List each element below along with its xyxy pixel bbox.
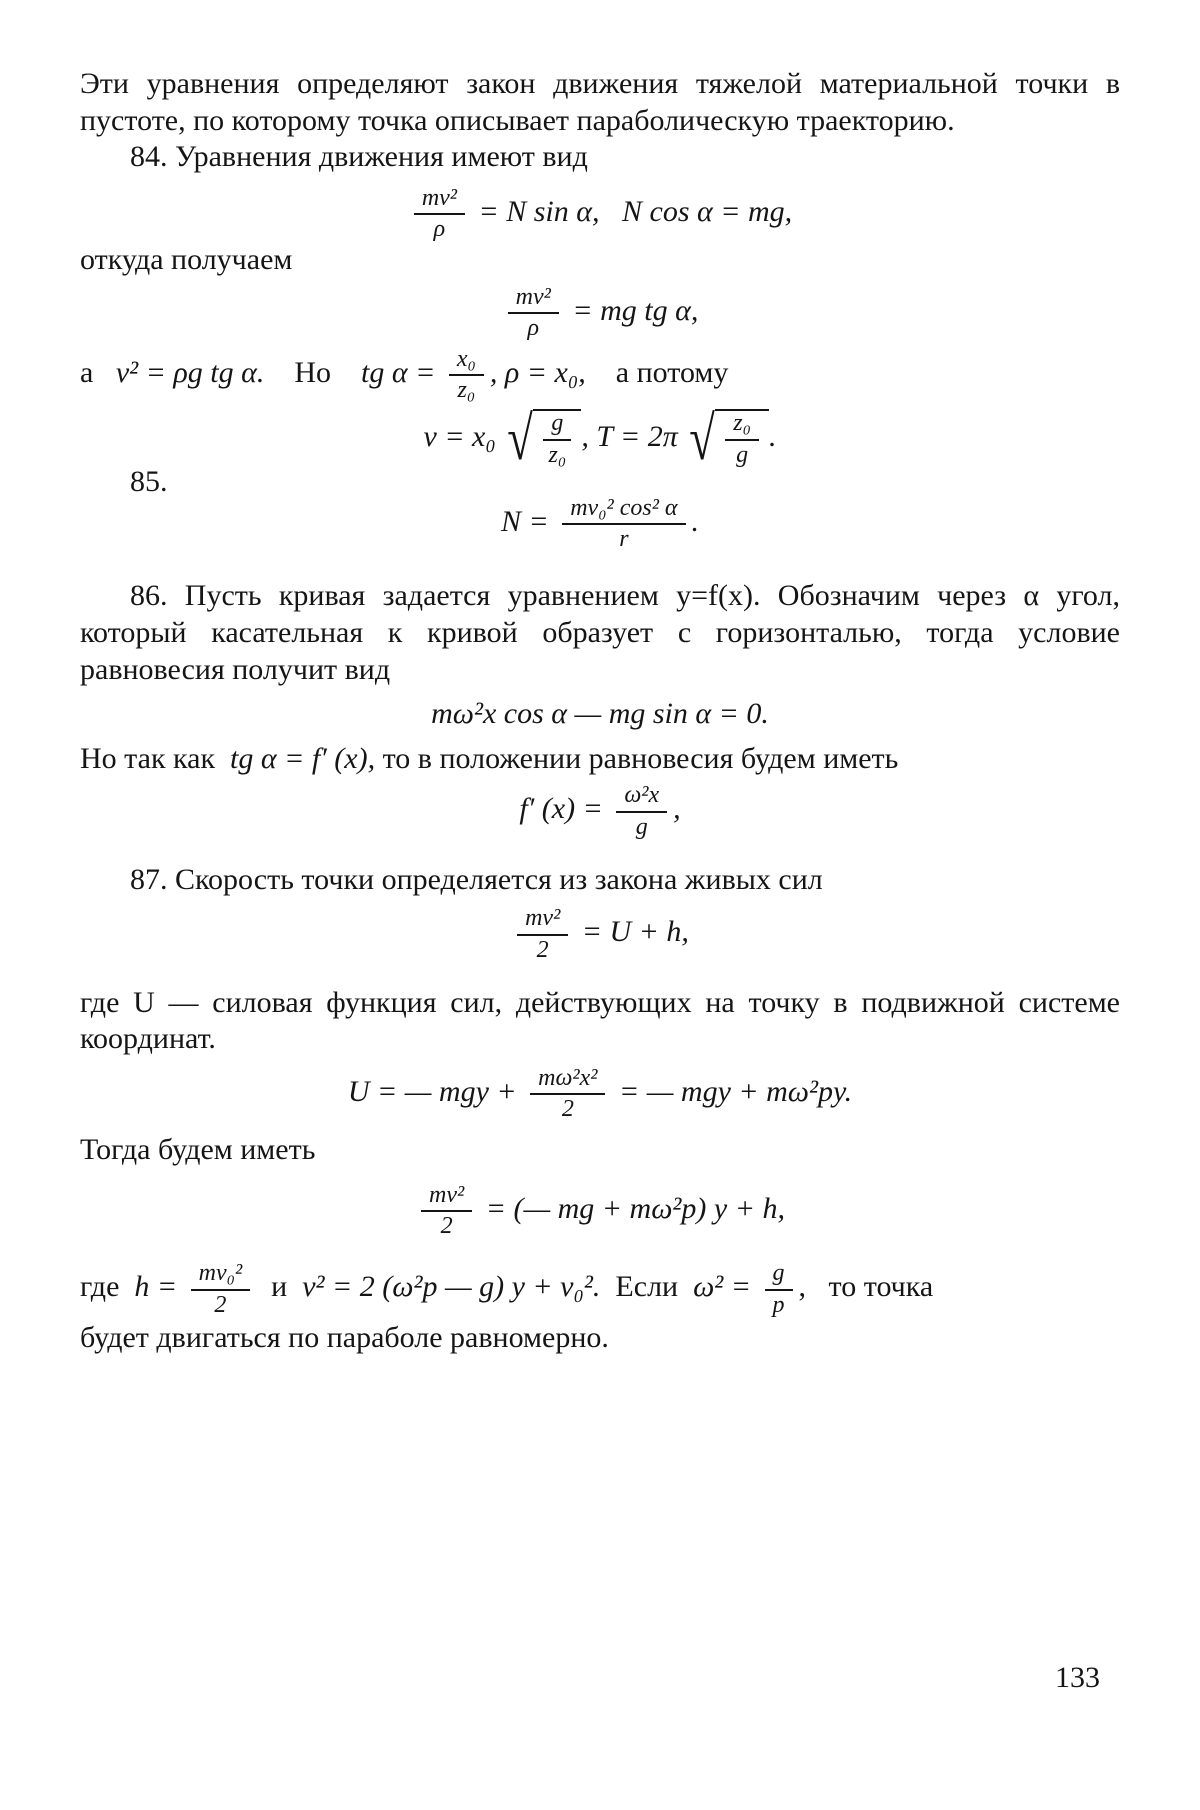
paragraph-then: Тогда будем иметь [80,1133,316,1167]
formula-87-force-function: U = — mgy + $\frac{\text{mω²x²}}{2}$ = — mgy + mω²py. [347,1064,853,1123]
paragraph-where-u: где U — силовая функция сил, действующих на точку в подвижной системе координат. [80,985,1120,1056]
formula-84-motion: $\frac{\text{mv²}}{\rho}$ = N sin α, N cos α = mg, [80,186,1120,242]
formula-86-equilibrium: mω²x cos α — mg sin α = 0. [431,697,769,731]
paragraph-where-h: где h = $\frac{\text{mv₀²}}{2}$ и v² = 2 (ω²p — g) y + v₀². Если ω² = $\frac{g}{p}$ , то точка [80,1260,934,1318]
paragraph-v-squared: а v² = ρg tg α. Но tg α = $\frac{\text{x₀}}{\text{z₀}}$ , ρ = x₀, а потому [80,346,729,404]
page-number: 133 [1055,1661,1100,1694]
formula-84-speed-period: v = x₀ √ $\frac{g}{\text{z₀}}$ , T = 2π √ $\frac{\text{z₀}}{g}$ . [423,404,777,473]
paragraph-87: 87. Скорость точки определяется из закона живых сил [130,862,823,896]
paragraph-1: Эти уравнения определяют закон движения тяжелой материальной точки в пустоте, по которому точка описывает параболическую траекторию. [80,67,1120,137]
formula-87-energy: $\frac{\text{mv²}}{2}$ = (— mg + mω²p) y + h, [80,1183,1120,1239]
paragraph-85-number: 85. [130,464,168,498]
formula-85-normal-force: N = $\frac{\text{mv₀² cos² α}}{r}$ . [500,495,700,553]
formula-87-living-forces: $\frac{\text{mv²}}{2}$ = U + h, [80,906,1120,962]
paragraph-whence: откуда получаем [80,243,293,277]
paragraph-final: будет двигаться по параболе равномерно. [80,1320,609,1354]
text-column [80,66,1120,1356]
paragraph-86-but: Но так как tg α = f′ (x), то в положении равновесия будем иметь [80,741,899,775]
formula-84-tg: $\frac{\text{mv²}}{\rho}$ = mg tg α, [80,285,1120,341]
paragraph-84: 84. Уравнения движения имеют вид [130,140,588,174]
formula-86-derivative: f′ (x) = $\frac{\text{ω²x}}{g}$ , [519,782,681,840]
paragraph-86: 86. Пусть кривая задается уравнением y=f(x). Обозначим через α угол, который касательная к кривой образует с горизонталью, тогда условие равновесия получит вид [80,579,1120,686]
